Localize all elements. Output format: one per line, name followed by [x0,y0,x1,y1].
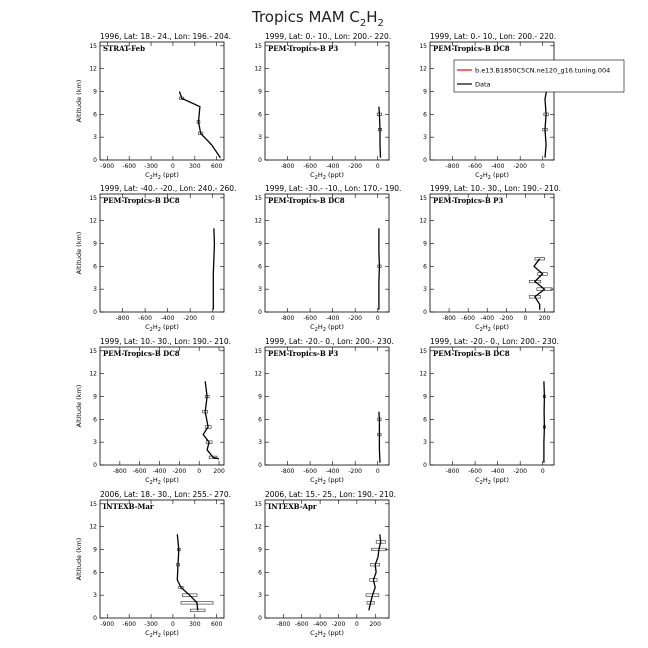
y-tick-label: 0 [258,309,262,316]
panel-4 [75,184,236,333]
x-tick-label: -200 [348,468,362,475]
x-tick-label: 0 [171,621,175,628]
x-tick-label: -900 [100,621,115,628]
x-tick-label: -900 [100,163,115,170]
y-tick-label: 0 [258,157,262,164]
x-tick-label: -400 [160,315,175,322]
x-axis-label: $C_2H_2$ (ppt) [475,323,509,333]
y-tick-label: 0 [93,615,97,622]
y-tick-label: 0 [423,157,427,164]
panel-label: PEM-Tropics-B DC8 [103,349,180,358]
figure-title: Tropics MAM $C_2H_2$ [252,8,384,29]
x-tick-label: -600 [303,315,317,322]
data-line [369,534,381,610]
y-axis-label: Altitude (km) [75,537,83,581]
x-tick-label: -200 [348,163,362,170]
panel-6 [419,184,561,333]
data-line [379,412,380,463]
data-line [180,92,221,158]
panel-3 [419,32,556,181]
panel-10 [75,490,231,639]
panel-7 [75,337,231,486]
y-tick-label: 6 [423,263,427,271]
data-line [534,259,545,310]
panel-label: PEM-Tropics-B P3 [268,44,339,53]
y-tick-label: 9 [93,240,97,248]
y-tick-label: 6 [258,111,262,119]
x-tick-label: -800 [445,163,460,170]
data-line [544,381,545,462]
y-tick-label: 9 [93,393,97,401]
x-axis-label: $C_2H_2$ (ppt) [310,171,344,181]
panel-header: 1999, Lat: -40.- -20., Lon: 240.- 260. [100,184,237,193]
x-tick-label: 0 [540,468,545,475]
x-tick-label: 0 [171,163,175,170]
panel-2 [254,32,391,181]
x-tick-label: 0 [375,315,380,322]
y-tick-label: 12 [89,217,97,225]
y-tick-label: 12 [254,370,262,378]
x-tick-label: -800 [280,315,295,322]
y-tick-label: 15 [254,347,262,355]
y-tick-label: 6 [93,569,97,577]
x-tick-label: -400 [152,468,167,475]
y-tick-label: 9 [258,546,262,554]
x-tick-label: 200 [538,315,551,322]
x-tick-label: -600 [122,621,136,628]
y-tick-label: 9 [423,88,427,96]
panel-8 [254,337,394,486]
x-tick-label: -600 [303,468,317,475]
x-tick-label: -200 [499,315,514,322]
data-line [379,107,381,158]
plot-frame [100,500,224,618]
x-axis-label: $C_2H_2$ (ppt) [475,171,509,181]
y-tick-label: 12 [254,65,262,73]
panel-label: PEM-Tropics-B P3 [268,349,339,358]
panel-label: STRAT-Feb [103,44,146,53]
y-tick-label: 3 [93,134,97,142]
x-tick-label: -600 [294,621,309,628]
y-tick-label: 9 [258,240,262,248]
panel-label: PEM-Tropics-B DC8 [433,349,510,358]
x-tick-label: -300 [144,163,158,170]
x-axis-label: $C_2H_2$ (ppt) [310,476,344,486]
x-axis-label: $C_2H_2$ (ppt) [145,323,179,333]
panel-header: 1999, Lat: -30.- -10., Lon: 170.- 190. [265,184,402,193]
y-tick-label: 12 [419,217,427,225]
y-tick-label: 0 [93,309,97,316]
data-line [213,228,214,309]
y-tick-label: 9 [93,88,97,96]
panel-label: INTEXB-Apr [268,502,317,511]
panel-11 [254,490,396,639]
plot-frame [265,42,389,160]
x-axis-label: $C_2H_2$ (ppt) [475,476,509,486]
y-tick-label: 6 [258,569,262,577]
data-line [203,381,219,459]
y-tick-label: 3 [423,439,427,447]
panel-5 [254,184,401,333]
x-tick-label: -200 [348,315,362,322]
x-tick-label: -800 [280,163,295,170]
x-tick-label: 0 [197,468,202,475]
panel-header: 2006, Lat: 18.- 30., Lon: 255.- 270. [100,490,231,499]
panel-9 [419,337,559,486]
panel-header: 1999, Lat: 10.- 30., Lon: 190.- 210. [430,184,561,193]
y-tick-label: 3 [93,286,97,294]
y-tick-label: 12 [89,523,97,531]
x-tick-label: -800 [115,315,130,322]
panel-header: 1999, Lat: 10.- 30., Lon: 190.- 210. [100,337,231,346]
x-tick-label: -400 [313,621,327,628]
y-tick-label: 12 [254,523,262,531]
x-tick-label: -300 [144,621,158,628]
x-axis-label: $C_2H_2$ (ppt) [310,323,344,333]
panel-label: PEM-Tropics-B DC8 [268,196,345,205]
y-tick-label: 6 [258,263,262,271]
y-tick-label: 9 [93,546,97,554]
legend-data-label: Data [475,80,491,89]
plot-frame [100,194,224,312]
x-tick-label: 0 [375,468,380,475]
y-tick-label: 6 [423,416,427,424]
y-tick-label: 3 [258,592,262,600]
y-tick-label: 12 [89,370,97,378]
y-tick-label: 3 [93,439,97,447]
y-tick-label: 15 [254,42,262,50]
legend-model-label: b.e13.B1850C5CN.ne120_g16.tuning.004 [475,66,611,75]
panel-label: PEM-Tropics-B DC8 [103,196,180,205]
y-tick-label: 9 [423,393,427,401]
y-tick-label: 12 [419,65,427,73]
y-tick-label: 3 [423,286,427,294]
x-axis-label: $C_2H_2$ (ppt) [145,171,179,181]
panel-header: 1999, Lat: -20.- 0., Lon: 200.- 230. [430,337,559,346]
y-tick-label: 0 [93,157,97,164]
x-axis-label: $C_2H_2$ (ppt) [145,476,179,486]
x-tick-label: -400 [325,163,340,170]
y-tick-label: 0 [258,462,262,469]
x-tick-label: 200 [213,468,225,475]
x-tick-label: -800 [276,621,291,628]
x-tick-label: -600 [122,163,136,170]
plot-frame [430,347,554,465]
x-tick-label: -200 [513,468,527,475]
panel-label: PEM-Tropics-B P3 [433,196,504,205]
x-tick-label: 0 [523,315,528,322]
y-tick-label: 12 [254,217,262,225]
y-axis-label: Altitude (km) [75,384,83,428]
y-tick-label: 3 [93,592,97,600]
panel-header: 2006, Lat: 15.- 25., Lon: 190.- 210. [265,490,396,499]
x-axis-label: $C_2H_2$ (ppt) [310,629,344,639]
plot-frame [265,500,389,618]
y-tick-label: 15 [89,194,97,202]
x-tick-label: 0 [540,163,545,170]
y-tick-label: 0 [423,309,427,316]
y-tick-label: 6 [93,111,97,119]
y-tick-label: 15 [419,347,427,355]
y-tick-label: 15 [419,42,427,50]
y-tick-label: 15 [89,42,97,50]
x-tick-label: -400 [325,315,340,322]
x-tick-label: -200 [183,315,197,322]
y-tick-label: 3 [258,439,262,447]
x-tick-label: -800 [280,468,295,475]
x-tick-label: 300 [189,163,201,170]
y-tick-label: 3 [258,134,262,142]
x-tick-label: 0 [354,621,359,628]
plot-frame [265,194,389,312]
y-axis-label: Altitude (km) [75,231,83,275]
x-tick-label: -400 [490,468,505,475]
x-axis-label: $C_2H_2$ (ppt) [145,629,179,639]
y-tick-label: 9 [423,240,427,248]
legend [454,60,624,92]
y-tick-label: 0 [423,462,427,469]
x-tick-label: -600 [303,163,317,170]
y-tick-label: 9 [258,393,262,401]
x-tick-label: -600 [461,315,475,322]
x-tick-label: 0 [375,163,380,170]
x-tick-label: -400 [490,163,505,170]
x-tick-label: -200 [172,468,187,475]
data-line [379,228,380,309]
y-axis-label: Altitude (km) [75,79,83,123]
panel-label: PEM-Tropics-B DC8 [433,44,510,53]
panel-header: 1996, Lat: 18.- 24., Lon: 196.- 204. [100,32,231,41]
y-tick-label: 6 [258,416,262,424]
x-tick-label: 600 [210,163,223,170]
y-tick-label: 6 [423,111,427,119]
y-tick-label: 3 [258,286,262,294]
x-tick-label: 600 [210,621,223,628]
panel-label: INTEXB-Mar [103,502,154,511]
panel-1 [75,32,231,181]
x-tick-label: -800 [113,468,127,475]
plot-frame [100,42,224,160]
x-tick-label: -600 [468,468,482,475]
x-tick-label: -800 [445,468,460,475]
data-line [177,534,197,610]
panels [75,32,624,639]
y-tick-label: 9 [258,88,262,96]
panel-header: 1999, Lat: -20.- 0., Lon: 200.- 230. [265,337,394,346]
x-tick-label: -600 [138,315,152,322]
y-tick-label: 6 [93,416,97,424]
x-tick-label: -200 [513,163,527,170]
x-tick-label: -400 [325,468,340,475]
plot-frame [265,347,389,465]
y-tick-label: 12 [89,65,97,73]
x-tick-label: 0 [210,315,215,322]
x-tick-label: -400 [480,315,495,322]
y-tick-label: 15 [89,347,97,355]
x-tick-label: -200 [331,621,346,628]
plot-frame [430,194,554,312]
y-tick-label: 15 [419,194,427,202]
x-tick-label: 300 [189,621,201,628]
x-tick-label: -800 [442,315,456,322]
y-tick-label: 15 [254,194,262,202]
x-tick-label: 200 [369,621,381,628]
y-tick-label: 15 [254,500,262,508]
x-tick-label: -600 [468,163,482,170]
y-tick-label: 3 [423,134,427,142]
y-tick-label: 12 [419,370,427,378]
y-tick-label: 0 [93,462,97,469]
panel-header: 1999, Lat: 0.- 10., Lon: 200.- 220. [265,32,392,41]
y-tick-label: 6 [93,263,97,271]
x-tick-label: -600 [132,468,147,475]
y-tick-label: 15 [89,500,97,508]
y-tick-label: 0 [258,615,262,622]
panel-header: 1999, Lat: 0.- 10., Lon: 200.- 220. [430,32,557,41]
